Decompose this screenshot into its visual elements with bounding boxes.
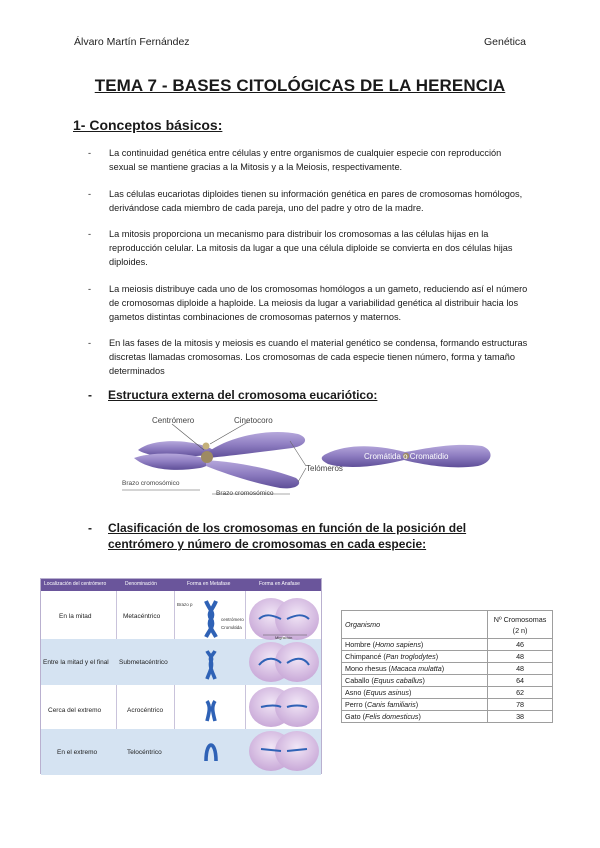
organism-common: Caballo bbox=[345, 676, 370, 685]
label-telomeres: Telómeros bbox=[306, 464, 343, 473]
heading-text: Clasificación de los cromosomas en función de la posición del centrómero y número de cromosomas en cada especie: bbox=[108, 521, 467, 551]
organism-common: Chimpancé bbox=[345, 652, 382, 661]
organism-common: Gato bbox=[345, 712, 361, 721]
organism-scientific: Macaca mulatta bbox=[390, 664, 442, 673]
bullet-text: La mitosis proporciona un mecanismo para distribuir los cromosomas a las células hijas en la reproducción celular. La mitosis da lugar a que una célula diploide se convierta en dos células hijas diploides. bbox=[109, 229, 513, 267]
page-header bbox=[74, 36, 526, 50]
organism-common: Hombre bbox=[345, 640, 371, 649]
centromere-mini-label: centrómero bbox=[221, 617, 244, 622]
chromatid-arm-right-top bbox=[208, 432, 305, 458]
header-chromosomes-label: Nº Cromosomas bbox=[493, 614, 547, 624]
row-name: Telocéntrico bbox=[127, 749, 162, 756]
row-location: Entre la mitad y el final bbox=[43, 659, 109, 666]
organism-cell: Chimpancé (Pan troglodytes) bbox=[342, 651, 488, 663]
section-title: 1- Conceptos básicos: bbox=[73, 117, 223, 133]
label-centromere: Centrómero bbox=[152, 416, 195, 425]
row-name: Acrocéntrico bbox=[127, 707, 164, 714]
bullet-dash: - bbox=[88, 188, 92, 199]
row-location: En el extremo bbox=[57, 749, 98, 756]
telocentric-shape bbox=[206, 745, 216, 761]
header-organism: Organismo bbox=[342, 611, 488, 639]
organism-cell: Asno (Equus asinus) bbox=[342, 687, 488, 699]
bullet-item bbox=[88, 336, 528, 378]
bullet-list bbox=[88, 146, 528, 391]
chromosome-count: 48 bbox=[488, 663, 553, 675]
bullet-text: La meiosis distribuye cada uno de los cromosomas homólogos a un gameto, reduciendo así el número de cromosomas diploide a haploide. La meiosis da lugar a variabilidad genética al distribuir hacia los gametos distintas combinaciones de cromosomas paternos y maternos. bbox=[109, 283, 528, 322]
organism-common: Asno bbox=[345, 688, 362, 697]
chromosome-count: 64 bbox=[488, 675, 553, 687]
chromosome-count: 46 bbox=[488, 639, 553, 651]
row-location: Cerca del extremo bbox=[48, 707, 102, 714]
author-name: Álvaro Martín Fernández bbox=[74, 36, 190, 48]
structure-heading bbox=[88, 387, 377, 403]
submetacentric-shape bbox=[207, 651, 215, 679]
chromosome-count: 62 bbox=[488, 687, 553, 699]
organism-scientific: Equus asinus bbox=[365, 688, 409, 697]
bullet-text: Las células eucariotas diploides tienen su información genética en pares de cromosomas homólogos, derivándose cada miembro de cada pareja, uno del padre y otro de la madre. bbox=[109, 188, 523, 213]
subject-name: Genética bbox=[483, 36, 526, 48]
anaphase-cell-4 bbox=[249, 731, 319, 771]
acrocentric-shape bbox=[207, 701, 215, 721]
row-name: Submetacéntrico bbox=[119, 659, 168, 666]
row-location: En la mitad bbox=[59, 613, 92, 620]
col-name-header: Denominación bbox=[125, 581, 157, 587]
organism-scientific: Homo sapiens bbox=[374, 640, 421, 649]
table-header-row bbox=[342, 611, 553, 639]
label-kinetochore: Cinetocoro bbox=[234, 416, 273, 425]
organism-scientific: Pan troglodytes bbox=[385, 652, 436, 661]
arms-label: Brazo p bbox=[177, 602, 193, 607]
table-row bbox=[342, 639, 553, 651]
bullet-dash: - bbox=[88, 148, 92, 158]
heading-dash: - bbox=[88, 521, 92, 535]
organism-common: Mono rhesus bbox=[345, 664, 387, 673]
classification-heading bbox=[88, 520, 528, 552]
centromere-dot bbox=[201, 451, 213, 463]
chromosome-figure bbox=[120, 408, 500, 500]
chromosome-shapes bbox=[41, 579, 321, 775]
bullet-item bbox=[88, 227, 528, 269]
organism-cell: Caballo (Equus caballus) bbox=[342, 675, 488, 687]
col-anaphase-header: Forma en Anafase bbox=[259, 581, 300, 587]
bullet-dash: - bbox=[88, 338, 92, 348]
chromatid-lower bbox=[134, 454, 209, 470]
table-row bbox=[342, 663, 553, 675]
anaphase-cell-1 bbox=[249, 598, 319, 640]
table-row bbox=[342, 687, 553, 699]
organism-chromosome-table bbox=[341, 610, 553, 723]
organism-scientific: Equus caballus bbox=[373, 676, 423, 685]
bullet-item bbox=[88, 187, 528, 215]
row-name: Metacéntrico bbox=[123, 613, 161, 620]
label-long-arm: Brazo cromosómico bbox=[216, 490, 274, 497]
kinetochore-dot bbox=[203, 443, 210, 450]
bullet-dash: - bbox=[88, 229, 92, 239]
chromatid-arm-right-bottom bbox=[206, 460, 299, 488]
classification-table bbox=[40, 578, 322, 774]
organism-common: Perro bbox=[345, 700, 363, 709]
label-short-arm: Brazo cromosómico bbox=[122, 480, 180, 487]
organism-scientific: Felis domesticus bbox=[364, 712, 419, 721]
header-chromosomes bbox=[488, 611, 553, 639]
bullet-item bbox=[88, 146, 528, 174]
anaphase-cell-3 bbox=[249, 687, 319, 727]
anaphase-cell-2 bbox=[249, 642, 319, 682]
chromosome-count: 38 bbox=[488, 711, 553, 723]
bullet-text: La continuidad genética entre células y entre organismos de cualquier especie con reproducción sexual se mantiene gracias a la Mitosis y a la Meiosis, respectivamente. bbox=[109, 148, 502, 172]
page-title: TEMA 7 - BASES CITOLÓGICAS DE LA HERENCIA bbox=[94, 76, 506, 95]
organism-cell: Hombre (Homo sapiens) bbox=[342, 639, 488, 651]
organism-scientific: Canis familiaris bbox=[366, 700, 416, 709]
table-row bbox=[342, 675, 553, 687]
organism-cell: Perro (Canis familiaris) bbox=[342, 699, 488, 711]
metacentric-shape bbox=[206, 601, 216, 637]
bullet-text: En las fases de la mitosis y meiosis es cuando el material genético se condensa, formando estructuras discretas llamadas cromosomas. Los cromosomas de cada especie tienen número, forma y tamaño determinados bbox=[109, 338, 528, 376]
chromosome-count: 48 bbox=[488, 651, 553, 663]
chromosome-count: 78 bbox=[488, 699, 553, 711]
organism-cell: Gato (Felis domesticus) bbox=[342, 711, 488, 723]
table-row bbox=[342, 699, 553, 711]
heading-dash: - bbox=[88, 388, 92, 402]
bullet-dash: - bbox=[88, 283, 92, 294]
bullet-item bbox=[88, 282, 528, 324]
col-metaphase-header: Forma en Metafase bbox=[187, 581, 231, 587]
table-row bbox=[342, 651, 553, 663]
chromatid-mini-label: Cromátida bbox=[221, 625, 242, 630]
col-location-header: Localización del centrómero bbox=[44, 581, 107, 587]
label-chromatid: Cromátida o Cromatidio bbox=[364, 452, 449, 461]
heading-text: Estructura externa del cromosoma eucariótico: bbox=[108, 388, 378, 402]
migration-label: Migración bbox=[275, 635, 293, 640]
table-row bbox=[342, 711, 553, 723]
header-chromosomes-2n: (2 n) bbox=[512, 625, 528, 635]
organism-cell: Mono rhesus (Macaca mulatta) bbox=[342, 663, 488, 675]
